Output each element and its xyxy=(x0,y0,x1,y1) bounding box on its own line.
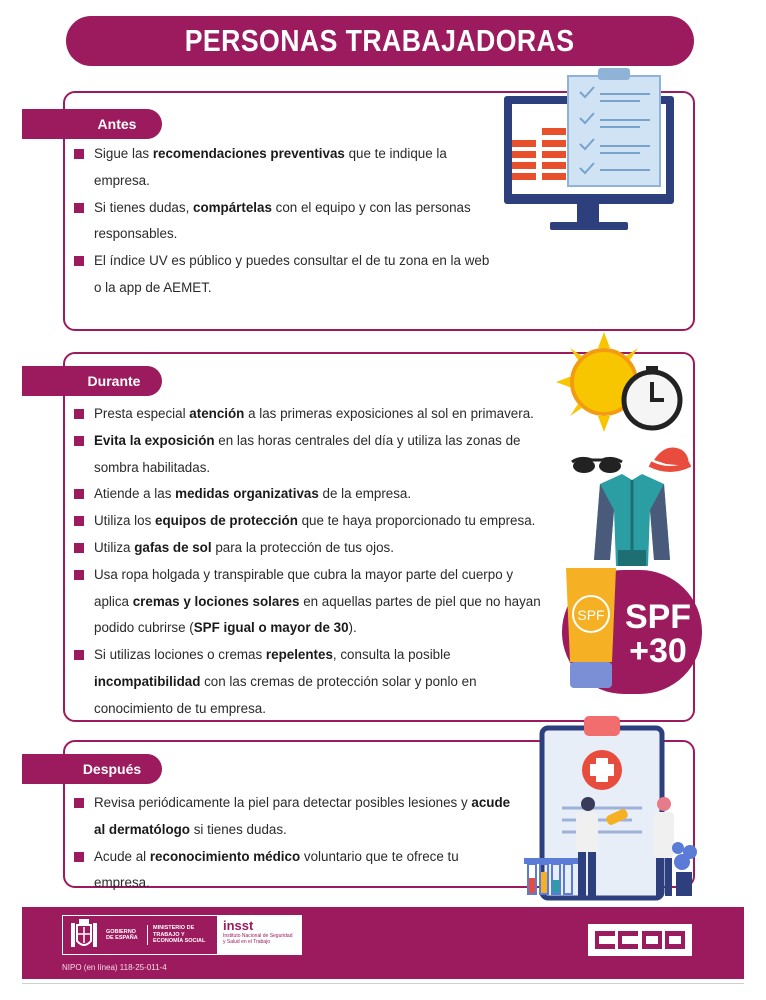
emphasis-text: reconocimiento médico xyxy=(149,848,301,864)
bullet-square-icon xyxy=(74,256,84,266)
bullet-square-icon xyxy=(74,650,84,660)
section-tag-despues: Después xyxy=(22,754,162,784)
item-text: El índice UV es público y puedes consultar el de tu zona en la web o la app de AEMET. xyxy=(94,253,490,295)
item-text: para la protección de tus ojos. xyxy=(211,539,394,555)
item-text: que te indique la empresa. xyxy=(94,146,447,188)
bullet-square-icon xyxy=(74,149,84,159)
spf-text xyxy=(618,600,698,668)
list-item xyxy=(74,401,550,428)
bottom-divider xyxy=(22,983,744,984)
item-text: voluntario que te ofrece tu empresa. xyxy=(94,848,459,891)
bullet-square-icon xyxy=(74,852,84,862)
bullet-square-icon xyxy=(74,489,84,499)
government-logos xyxy=(62,915,302,955)
item-text: Revisa periódicamente la piel para detectar posibles lesiones y xyxy=(94,795,472,810)
tube-label: SPF xyxy=(577,607,605,623)
bullet-square-icon xyxy=(74,798,84,808)
section-tag-durante: Durante xyxy=(22,366,162,396)
ccoo-logo xyxy=(588,924,692,956)
item-text: que te haya proporcionado tu empresa. xyxy=(297,513,536,529)
emphasis-text: acude al dermatólogo xyxy=(94,795,511,837)
list-antes xyxy=(74,141,494,302)
emphasis-text: Evita la exposición xyxy=(94,432,215,448)
item-text: , consulta la posible xyxy=(332,647,451,663)
bullet-square-icon xyxy=(74,436,84,446)
item-text: Si utilizas lociones o cremas xyxy=(94,647,266,663)
bullet-square-icon xyxy=(74,516,84,526)
bullet-square-icon xyxy=(74,409,84,419)
emphasis-text: equipos de protección xyxy=(155,513,298,529)
list-item xyxy=(74,642,550,722)
title-banner xyxy=(66,16,694,66)
item-text: a las primeras exposiciones al sol en primavera. xyxy=(244,406,534,421)
sunscreen-tube-icon xyxy=(562,566,620,692)
emphasis-text: medidas organizativas xyxy=(175,486,319,502)
list-item xyxy=(74,481,550,508)
sunglasses-cap-jacket-icon xyxy=(570,440,694,570)
list-item xyxy=(74,790,514,844)
list-item xyxy=(74,195,494,249)
spf-line2: +30 xyxy=(629,632,687,670)
list-item xyxy=(74,508,550,535)
item-text: Utiliza xyxy=(94,539,135,555)
item-text: con el equipo y con las personas responsables. xyxy=(94,199,471,242)
coat-of-arms-icon xyxy=(67,917,101,953)
gobierno-label: GOBIERNO DE ESPAÑA xyxy=(106,928,138,941)
list-item xyxy=(74,535,550,562)
insst-name: insst xyxy=(223,918,254,933)
item-text: Acude al xyxy=(94,848,150,864)
emphasis-text: repelentes xyxy=(265,647,333,663)
item-text: Si tienes dudas, xyxy=(94,199,194,215)
list-item xyxy=(74,562,550,642)
bullet-square-icon xyxy=(74,203,84,213)
item-text: Atiende a las xyxy=(94,486,176,502)
item-text: Usa ropa holgada y transpirable que cubra la mayor parte del cuerpo y aplica xyxy=(94,566,514,609)
emphasis-text: compártelas xyxy=(193,199,272,215)
medical-checkup-illustration xyxy=(522,712,702,902)
item-text: si tienes dudas. xyxy=(189,821,287,837)
item-text: Sigue las xyxy=(94,146,153,161)
item-text: en aquellas partes de piel que no hayan podido cubrirse ( xyxy=(94,593,541,636)
list-item xyxy=(74,141,494,195)
item-text: Utiliza los xyxy=(94,513,156,529)
item-text: Presta especial xyxy=(94,406,190,421)
list-item xyxy=(74,844,514,898)
list-despues xyxy=(74,790,514,897)
list-item xyxy=(74,248,494,302)
insst-subtitle: Instituto Nacional de Seguridad y Salud en el Trabajo xyxy=(223,933,293,945)
bullet-square-icon xyxy=(74,543,84,553)
emphasis-text: gafas de sol xyxy=(134,539,212,555)
item-text: ). xyxy=(348,620,357,636)
section-tag-antes: Antes xyxy=(22,109,162,139)
emphasis-text: cremas y lociones solares xyxy=(132,593,300,609)
item-text: en las horas centrales del día y utiliza las zonas de sombra habilitadas. xyxy=(94,432,521,475)
sun-clock-icon xyxy=(552,330,688,434)
emphasis-text: SPF igual o mayor de 30 xyxy=(193,620,349,636)
page-title: PERSONAS TRABAJADORAS xyxy=(185,23,575,58)
emphasis-text: atención xyxy=(189,406,245,421)
insst-logo xyxy=(217,916,301,954)
bullet-square-icon xyxy=(74,570,84,580)
nipo-code: NIPO (en línea) 118-25-011-4 xyxy=(62,963,167,972)
ministerio-label: MINISTERIO DE TRABAJO Y ECONOMÍA SOCIAL xyxy=(147,925,217,945)
spf-line1: SPF xyxy=(624,598,692,636)
list-durante xyxy=(74,401,550,723)
emphasis-text: recomendaciones preventivas xyxy=(152,146,345,161)
item-text: de la empresa. xyxy=(318,486,412,502)
list-item xyxy=(74,428,550,482)
emphasis-text: incompatibilidad xyxy=(94,673,201,689)
monitor-checklist-illustration xyxy=(500,66,682,236)
item-text: con las cremas de protección solar y ponlo en conocimiento de tu empresa. xyxy=(94,673,477,716)
